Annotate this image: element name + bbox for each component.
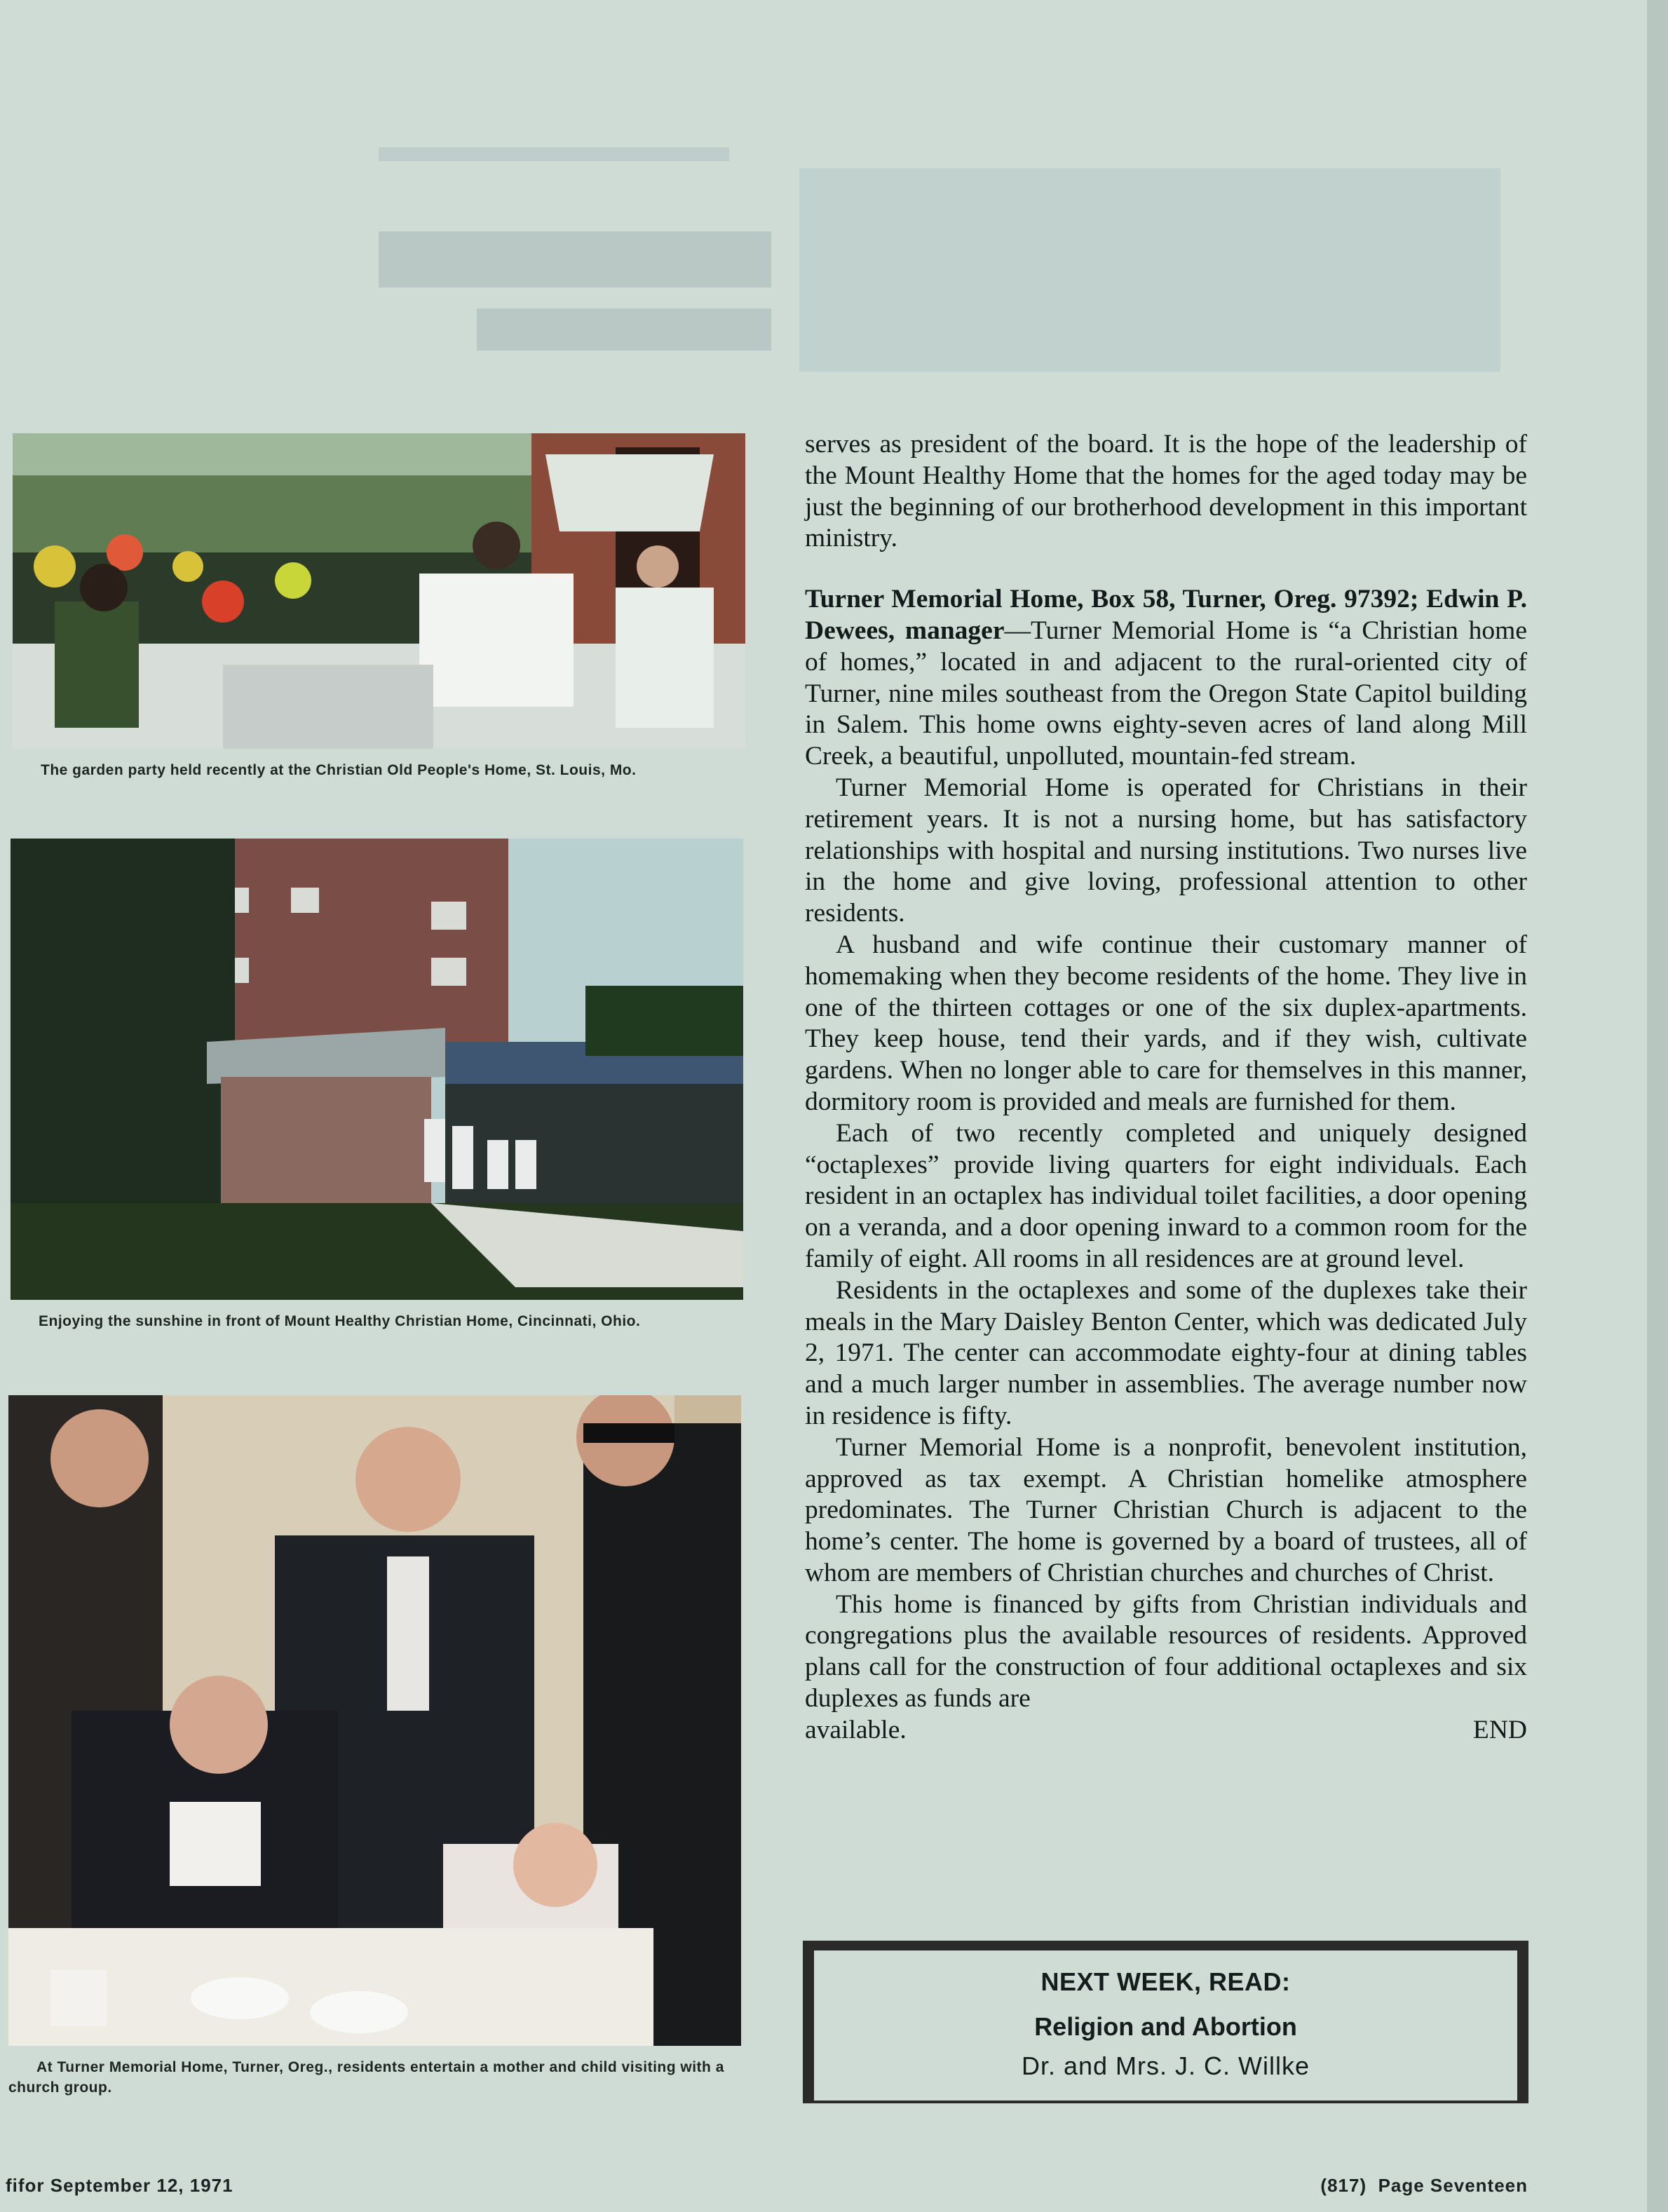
page-edge — [1647, 0, 1668, 2212]
footer-page-number: (817) Page Seventeen — [1320, 2175, 1528, 2196]
article-paragraph-7: This home is financed by gifts from Christian individuals and congregations plus the available resources of residents. Approved plans call for the construction of four additional octaplexes and six duplexes as funds are — [805, 1589, 1527, 1714]
turner-memorial-photo — [8, 1395, 741, 2046]
turner-heading: Turner Memorial Home, Box 58, Turner, Oreg. 97392; Edwin P. Dewees, manager — [805, 585, 1527, 645]
turner-intro: —Turner Memorial Home is “a Christian home of homes,” located in and adjacent to the rural-oriented city of Turner, nine miles southeast from the Oregon State Capitol building in Salem. This home owns eighty-seven acres of land along Mill Creek, a beautiful, unpolluted, mountain-fed stream. — [805, 616, 1527, 771]
mount-healthy-photo — [11, 839, 743, 1300]
article-paragraph-2: Turner Memorial Home is operated for Christians in their retirement years. It is not a nursing home, but has satisfactory relationships with hospital and nursing institutions. Two nurses live in the home and give loving, professional attention to other residents. — [805, 773, 1527, 928]
article-last-word: available. — [805, 1715, 907, 1744]
article-final-line — [805, 1715, 1527, 1746]
footer-date: fifor September 12, 1971 — [6, 2175, 233, 2196]
article-paragraph-6: Turner Memorial Home is a nonprofit, benevolent institution, approved as tax exempt. A Christian homelike atmosphere predominates. The Turner Christian Church is adjacent to the home’s center. The home is governed by a board of trustees, all of whom are members of Christian churches and churches of Christ. — [805, 1432, 1527, 1587]
photo1-caption: The garden party held recently at the Christian Old People's Home, St. Louis, Mo. — [41, 762, 637, 778]
end-mark: END — [1472, 1715, 1527, 1744]
article-column — [805, 429, 1527, 1746]
article-paragraph-1 — [805, 584, 1527, 773]
photo2-caption: Enjoying the sunshine in front of Mount Healthy Christian Home, Cincinnati, Ohio. — [39, 1313, 641, 1329]
next-week-box — [803, 1941, 1528, 2103]
next-week-author: Dr. and Mrs. J. C. Willke — [1021, 2051, 1310, 2080]
show-through-artwork — [365, 147, 1521, 379]
garden-party-photo — [13, 433, 745, 749]
article-paragraph-0: serves as president of the board. It is the hope of the leadership of the Mount Healthy Home that the homes for the aged today may be just the beginning of our brotherhood development in this important ministry. — [805, 430, 1527, 553]
article-paragraph-4: Each of two recently completed and uniquely designed “octaplexes” provide living quarters for eight individuals. Each resident in an octaplex has individual toilet facilities, a door opening on a veranda, and a door opening inward to a common room for the family of eight. All rooms in all residences are at ground level. — [805, 1118, 1527, 1273]
next-week-heading: NEXT WEEK, READ: — [1040, 1967, 1291, 1996]
article-paragraph-3: A husband and wife continue their customary manner of homemaking when they become residents of the home. They live in one of the thirteen cottages or one of the six duplex-apartments. They keep house, tend their yards, and if they wish, cultivate gardens. When no longer able to care for themselves in this manner, dormitory room is provided and meals are furnished for them. — [805, 930, 1527, 1116]
photo3-caption: At Turner Memorial Home, Turner, Oreg., residents entertain a mother and child visiting with a church group. — [8, 2059, 724, 2096]
article-paragraph-5: Residents in the octaplexes and some of the duplexes take their meals in the Mary Daisley Benton Center, which was dedicated July 2, 1971. The center can accommodate eighty-four at dining tables and a much larger number in assemblies. The average number now in residence is fifty. — [805, 1275, 1527, 1430]
next-week-title: Religion and Abortion — [1034, 2012, 1297, 2041]
